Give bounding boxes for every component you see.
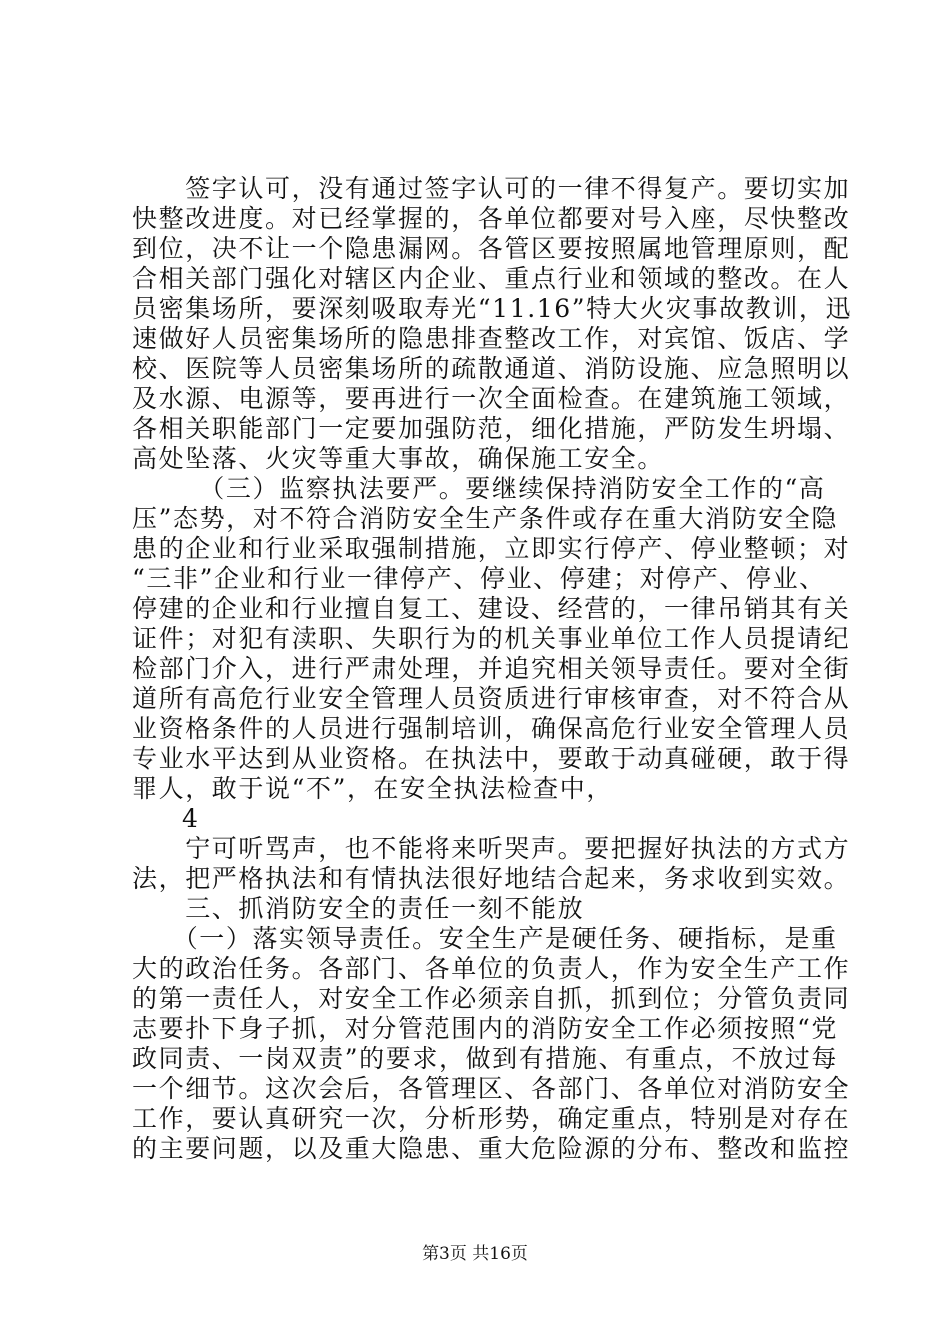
section-heading-line: （三）监察执法要严。要继续保持消防安全工作的“高 [132,474,826,503]
body-text-line: 压”态势，对不符合消防安全生产条件或存在重大消防安全隐 [132,504,838,533]
body-text-line: 专业水平达到从业资格。在执法中，要敢于动真碰硬，敢于得 [132,744,851,773]
body-text-line: 校、医院等人员密集场所的疏散通道、消防设施、应急照明以 [132,354,851,383]
body-text-line: 的第一责任人，对安全工作必须亲自抓，抓到位；分管负责同 [132,984,851,1013]
body-text-line: 合相关部门强化对辖区内企业、重点行业和领域的整改。在人 [132,264,851,293]
body-text-line: 证件；对犯有渎职、失职行为的机关事业单位工作人员提请纪 [132,624,851,653]
page-footer: 第3页 共16页 [422,1244,528,1264]
body-text-line: 员密集场所，要深刻吸取寿光“11.16”特大火灾事故教训，迅 [132,294,853,323]
body-text-line: 业资格条件的人员进行强制培训，确保高危行业安全管理人员 [132,714,851,743]
body-text-line: （一）落实领导责任。安全生产是硬任务、硬指标，是重 [132,924,838,953]
section-heading-line: 三、抓消防安全的责任一刻不能放 [132,894,585,923]
body-text-line: 宁可听骂声，也不能将来听哭声。要把握好执法的方式方 [132,834,851,863]
body-text-line: 检部门介入，进行严肃处理，并追究相关领导责任。要对全街 [132,654,851,683]
body-text-line: 快整改进度。对已经掌握的，各单位都要对号入座，尽快整改 [132,204,851,233]
body-text-line: 一个细节。这次会后，各管理区、各部门、各单位对消防安全 [132,1074,851,1103]
body-text-line: 的主要问题，以及重大隐患、重大危险源的分布、整改和监控 [132,1134,851,1163]
body-text-line: 到位，决不让一个隐患漏网。各管区要按照属地管理原则，配 [132,234,851,263]
body-text-line: 高处坠落、火灾等重大事故，确保施工安全。 [132,444,665,473]
body-text-line: 道所有高危行业安全管理人员资质进行审核审查，对不符合从 [132,684,851,713]
body-text-line: 各相关职能部门一定要加强防范，细化措施，严防发生坍塌、 [132,414,851,443]
body-text-line: 志要扑下身子抓，对分管范围内的消防安全工作必须按照“党 [132,1014,838,1043]
body-text-line: 工作，要认真研究一次，分析形势，确定重点，特别是对存在 [132,1104,851,1133]
body-text-line: 罪人，敢于说“不”，在安全执法检查中， [132,774,613,803]
body-text-line: 速做好人员密集场所的隐患排查整改工作，对宾馆、饭店、学 [132,324,851,353]
body-text-line: 及水源、电源等，要再进行一次全面检查。在建筑施工领域， [132,384,851,413]
body-text-line: 政同责、一岗双责”的要求，做到有措施、有重点，不放过每 [132,1044,838,1073]
body-text-line: 患的企业和行业采取强制措施，立即实行停产、停业整顿；对 [132,534,851,563]
body-text-line: “三非”企业和行业一律停产、停业、停建；对停产、停业、 [132,564,826,593]
body-text-line: 签字认可，没有通过签字认可的一律不得复产。要切实加 [132,174,851,203]
body-text-line: 停建的企业和行业擅自复工、建设、经营的，一律吊销其有关 [132,594,851,623]
body-text-line: 大的政治任务。各部门、各单位的负责人，作为安全生产工作 [132,954,851,983]
inline-page-number: 4 [182,804,198,833]
body-text-line: 法，把严格执法和有情执法很好地结合起来，务求收到实效。 [132,864,851,893]
